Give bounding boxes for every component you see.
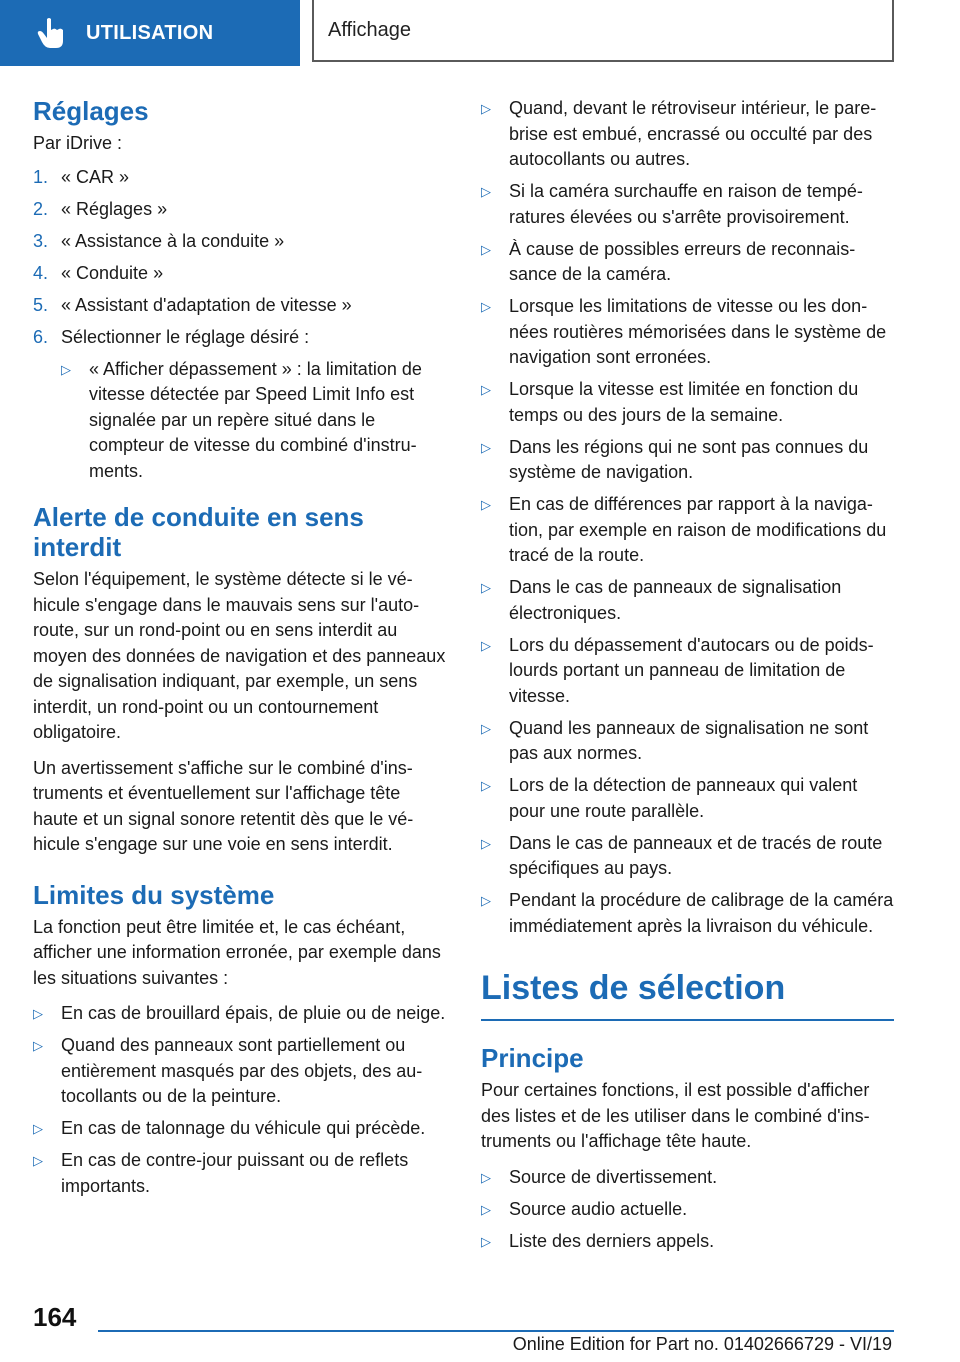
hand-pointer-icon (36, 17, 66, 49)
list-item (481, 492, 894, 569)
step-number: 1. (33, 166, 49, 187)
step-text: « Assistant d'adaptation de vitesse » (61, 294, 352, 315)
list-item (481, 96, 894, 173)
triangle-bullet-icon: ▷ (481, 1201, 491, 1217)
triangle-bullet-icon: ▷ (61, 361, 71, 377)
triangle-bullet-icon: ▷ (481, 1233, 491, 1249)
bullet-text: Lors du dépassement d'autocars ou de poids-lourds portant un panneau de limitation de vitesse. (509, 634, 874, 706)
list-item (481, 888, 894, 939)
principe-list (481, 1165, 894, 1255)
step-number: 2. (33, 198, 49, 219)
step-text: Sélectionner le réglage désiré : (61, 326, 310, 347)
edition-footer: Online Edition for Part no. 01402666729 - VI/19 (512, 1334, 892, 1354)
list-item (481, 377, 894, 428)
triangle-bullet-icon: ▷ (481, 1169, 491, 1185)
triangle-bullet-icon: ▷ (481, 720, 491, 736)
bullet-text: Dans le cas de panneaux de signalisation électroniques. (509, 577, 842, 623)
triangle-bullet-icon: ▷ (33, 1153, 43, 1168)
list-item (481, 435, 894, 486)
triangle-bullet-icon: ▷ (481, 778, 491, 793)
list-item (33, 1001, 449, 1027)
bullet-text: Quand les panneaux de signalisation ne sont pas aux normes. (509, 717, 869, 763)
alerte-paragraph-1: Selon l'équipement, le système détecte si le véhicule s'engage dans le mauvais sens sur l'autoroute, sur un rond-point ou en sens interdit au moyen des données de navigation et des panneaux de signalisation indiquant, par exemple, un sens interdit, un rond-point ou un contournement obligatoire. (33, 569, 446, 742)
triangle-bullet-icon: ▷ (481, 893, 491, 908)
sub-bullet-text: « Afficher dépassement » : la limitation de vitesse détectée par Speed Limit Info est signalée par un repère situé dans le compteur de vitesse du combiné d'instruments. (89, 358, 422, 481)
heading-principe: Principe (481, 1043, 584, 1073)
section-tab (0, 0, 300, 66)
bullet-text: En cas de talonnage du véhicule qui précède. (61, 1118, 426, 1138)
step-item (33, 197, 449, 223)
triangle-bullet-icon: ▷ (33, 1006, 43, 1021)
list-item (481, 773, 894, 824)
bullet-text: Source audio actuelle. (509, 1198, 688, 1219)
step-item (33, 293, 449, 319)
limites-intro: La fonction peut être limitée et, le cas échéant, afficher une information erronée, par exemple dans les situations suivantes : (33, 916, 441, 988)
list-item (33, 1148, 449, 1199)
triangle-bullet-icon: ▷ (481, 382, 491, 397)
triangle-bullet-icon: ▷ (33, 1038, 43, 1053)
list-item (481, 831, 894, 882)
bullet-text: Si la caméra surchauffe en raison de températures élevées ou s'arrête provisoirement. (509, 181, 863, 227)
list-item (481, 179, 894, 230)
chapter-header (312, 0, 894, 62)
page-number: 164 (33, 1302, 77, 1332)
step-item (33, 325, 449, 351)
step-text: « Réglages » (61, 198, 168, 219)
heading-reglages: Réglages (33, 96, 149, 126)
alerte-paragraph-2: Un avertissement s'affiche sur le combiné d'instruments et éventuellement sur l'affichage tête haute et un signal sonore retentit dès que le véhicule s'engage sur une voie en sens interdit. (33, 757, 414, 854)
list-item (481, 633, 894, 710)
triangle-bullet-icon: ▷ (481, 241, 491, 257)
list-item (481, 1165, 894, 1191)
limites-list-continued (481, 96, 894, 939)
step-item (33, 165, 449, 191)
triangle-bullet-icon: ▷ (481, 835, 491, 851)
list-item (481, 716, 894, 767)
triangle-bullet-icon: ▷ (481, 637, 491, 653)
bullet-text: Dans les régions qui ne sont pas connues du système de navigation. (509, 436, 869, 482)
bullet-text: À cause de possibles erreurs de reconnaissance de la caméra. (509, 238, 856, 284)
triangle-bullet-icon: ▷ (481, 184, 491, 199)
limites-list (33, 1001, 449, 1199)
heading-alerte: Alerte de conduite en sens interdit (33, 502, 364, 562)
reglages-intro: Par iDrive : (33, 133, 123, 153)
step-text: « CAR » (61, 166, 130, 187)
bullet-text: Liste des derniers appels. (509, 1230, 715, 1251)
bullet-text: Quand, devant le rétroviseur intérieur, le pare-brise est embué, encrassé ou occulté par des autocollants ou autres. (509, 98, 877, 169)
list-item (481, 1229, 894, 1255)
list-item (33, 1116, 449, 1142)
step-text: « Assistance à la conduite » (61, 230, 285, 251)
triangle-bullet-icon: ▷ (481, 580, 491, 595)
list-item (481, 294, 894, 371)
list-item (481, 1197, 894, 1223)
triangle-bullet-icon: ▷ (481, 497, 491, 512)
list-item (481, 237, 894, 288)
step-number: 3. (33, 230, 49, 251)
section-label: UTILISATION (86, 21, 214, 44)
left-column (33, 96, 449, 1206)
footer-divider (98, 1330, 894, 1332)
step-number: 5. (33, 294, 49, 315)
list-item (33, 1033, 449, 1110)
list-item (481, 575, 894, 626)
triangle-bullet-icon: ▷ (481, 101, 491, 116)
bullet-text: Quand des panneaux sont partiellement ou entièrement masqués par des objets, des autocollants ou de la peinture. (61, 1035, 423, 1106)
heading-limites: Limites du système (33, 879, 275, 910)
bullet-text: Pendant la procédure de calibrage de la caméra immédiatement après la livraison du véhicule. (509, 890, 894, 936)
right-column (481, 96, 894, 1261)
list-item (61, 357, 449, 485)
bullet-text: En cas de brouillard épais, de pluie ou de neige. (61, 1003, 446, 1023)
bullet-text: Lors de la détection de panneaux qui valent pour une route parallèle. (509, 775, 858, 821)
bullet-text: Source de divertissement. (509, 1166, 718, 1187)
bullet-text: En cas de contre-jour puissant ou de reflets importants. (61, 1150, 409, 1196)
step-item (33, 261, 449, 287)
principe-text: Pour certaines fonctions, il est possible d'afficher des listes et de les utiliser dans le combiné d'instruments ou l'affichage tête haute. (481, 1080, 870, 1151)
reglages-steps (33, 165, 449, 351)
bullet-text: Lorsque la vitesse est limitée en fonction du temps ou des jours de la semaine. (509, 379, 859, 425)
step-item (33, 229, 449, 255)
step-text: « Conduite » (61, 262, 164, 283)
step-number: 4. (33, 262, 49, 283)
bullet-text: Dans le cas de panneaux et de tracés de route spécifiques au pays. (509, 832, 883, 878)
triangle-bullet-icon: ▷ (33, 1121, 43, 1136)
triangle-bullet-icon: ▷ (481, 439, 491, 455)
bullet-text: Lorsque les limitations de vitesse ou les données routières mémorisées dans le système de navigation sont erronées. (509, 296, 887, 367)
step-sub-list (61, 357, 449, 485)
chapter-title: Affichage (328, 18, 412, 41)
bullet-text: En cas de différences par rapport à la navigation, par exemple en raison de modifications du tracé de la route. (509, 494, 887, 565)
step-number: 6. (33, 326, 49, 347)
triangle-bullet-icon: ▷ (481, 299, 491, 314)
heading-listes-de-selection: Listes de sélection (481, 967, 894, 1021)
